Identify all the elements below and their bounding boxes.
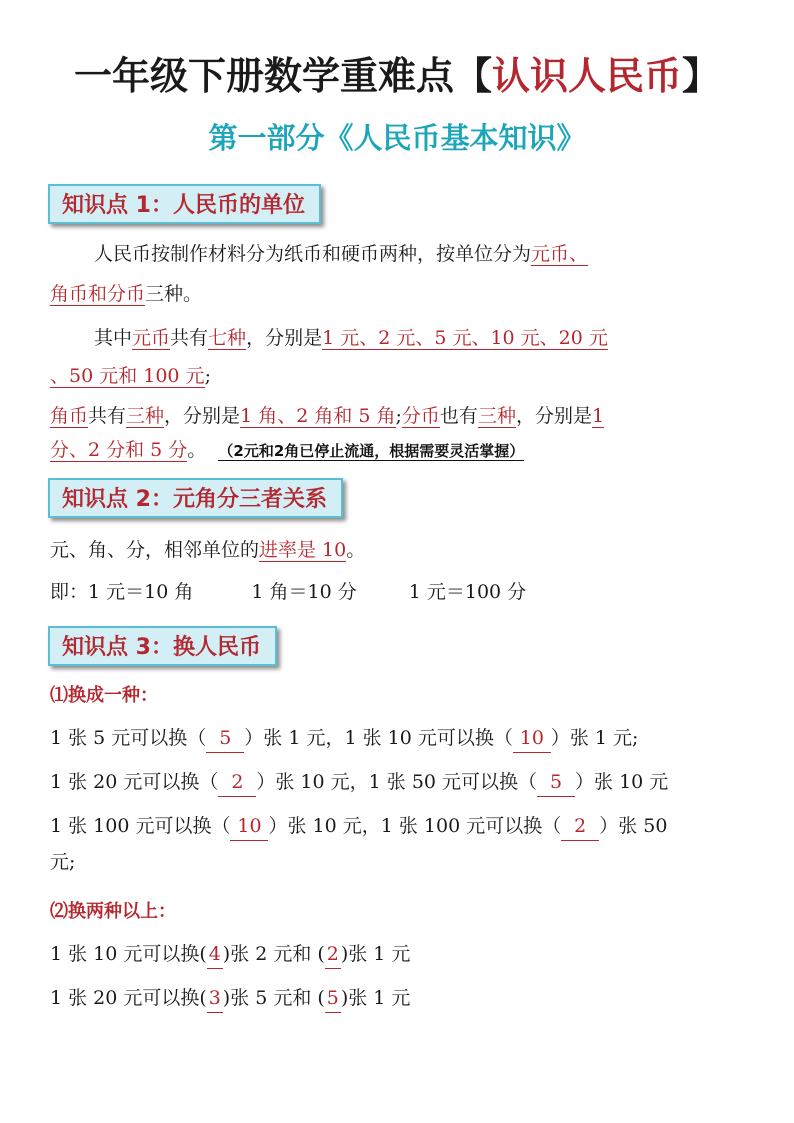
exchange-line-4: [50, 940, 410, 969]
text-run: 1 张 10 元可以换(: [50, 943, 207, 965]
highlight-run: 元币: [132, 327, 171, 349]
answer-blank: 3: [207, 984, 223, 1013]
text-run: ）张 1 元;: [550, 727, 639, 749]
exchange-line-1: [50, 724, 638, 753]
title-highlight: 认识人民币: [491, 54, 682, 98]
highlight-run: 元币、: [531, 243, 589, 265]
text-run: ）张 50: [599, 815, 668, 837]
kp1-paragraph-2-line-1: [94, 324, 608, 352]
relation-yuan-jiao: 1 元＝10 角: [88, 581, 194, 603]
text-run: 共有: [170, 327, 209, 349]
relation-jiao-fen: 1 角＝10 分: [251, 581, 357, 603]
highlight-run: 角币和分币: [50, 283, 146, 305]
text-run: 人民币按制作材料分为纸币和硬币两种，按单位分为: [94, 243, 532, 265]
text-run: 1 张 20 元可以换（: [50, 771, 219, 793]
text-run: ，分别是: [164, 405, 241, 427]
answer-blank: 5: [537, 768, 575, 797]
title-prefix: 一年级下册数学重难点【: [73, 54, 492, 98]
text-run: 。: [346, 539, 366, 561]
relation-yuan-fen: 1 元＝100 分: [408, 581, 527, 603]
exchange-line-3-continued: 元;: [50, 851, 76, 873]
exchange-line-5: [50, 984, 410, 1013]
highlight-run: 1 角、2 角和 5 角: [240, 405, 396, 427]
highlight-run: 、50 元和 100 元: [50, 365, 205, 387]
highlight-run: 三种: [477, 405, 516, 427]
kp2-relations: [50, 578, 526, 606]
answer-blank: 10: [513, 724, 551, 753]
answer-blank: 10: [230, 812, 268, 841]
knowledge-point-1-heading: 知识点 1：人民币的单位: [48, 184, 321, 224]
answer-blank: 2: [561, 812, 599, 841]
title-suffix: 】: [682, 54, 721, 98]
kp1-paragraph-3-line-2: [50, 436, 524, 465]
knowledge-point-2-heading: 知识点 2：元角分三者关系: [48, 478, 343, 518]
answer-blank: 5: [206, 724, 244, 753]
text-run: )张 2 元和 (: [222, 943, 325, 965]
text-run: )张 1 元: [340, 943, 411, 965]
text-run: ）张 1 元，1 张 10 元可以换（: [244, 727, 513, 749]
text-run: ;: [204, 365, 211, 387]
kp1-paragraph-1-line-2: [50, 280, 202, 308]
highlight-run: 角币: [50, 405, 89, 427]
text-run: ，分别是: [246, 327, 323, 349]
text-run: ;: [395, 405, 402, 427]
subheading-exchange-one-kind: ⑴换成一种：: [50, 685, 158, 706]
kp1-paragraph-1-line-1: [94, 240, 588, 268]
highlight-run: 三种: [126, 405, 165, 427]
answer-blank: 5: [325, 984, 341, 1013]
text-run: ，分别是: [515, 405, 592, 427]
text-run: 共有: [88, 405, 127, 427]
kp2-paragraph-1: [50, 536, 365, 564]
highlight-run: 1 元、2 元、5 元、10 元、20 元: [322, 327, 608, 349]
page-title: [0, 52, 794, 100]
text-run: 也有: [439, 405, 478, 427]
text-run: )张 5 元和 (: [222, 987, 325, 1009]
text-run: 即：: [50, 581, 89, 603]
text-run: 其中: [94, 327, 133, 349]
highlight-run: 1: [591, 405, 605, 427]
text-run: ）张 10 元，1 张 100 元可以换（: [268, 815, 562, 837]
text-run: ）张 10 元，1 张 50 元可以换（: [256, 771, 538, 793]
answer-blank: 4: [207, 940, 223, 969]
highlight-run: 进率是 10: [259, 539, 347, 561]
text-run: 1 张 100 元可以换（: [50, 815, 231, 837]
section-subtitle: 第一部分《人民币基本知识》: [208, 121, 586, 155]
knowledge-point-3-heading: 知识点 3：换人民币: [48, 626, 277, 666]
subheading-exchange-multiple-kinds: ⑵换两种以上：: [50, 901, 176, 922]
highlight-run: 七种: [208, 327, 247, 349]
text-run: 1 张 5 元可以换（: [50, 727, 207, 749]
answer-blank: 2: [325, 940, 341, 969]
answer-blank: 2: [218, 768, 256, 797]
text-run: )张 1 元: [340, 987, 411, 1009]
text-run: ）张 10 元: [575, 771, 669, 793]
highlight-run: 分、2 分和 5 分: [50, 439, 188, 461]
kp1-paragraph-3-line-1: [50, 402, 604, 430]
text-run: 元、角、分，相邻单位的: [50, 539, 260, 561]
text-run: 三种。: [145, 283, 203, 305]
circulation-note: （2元和2角已停止流通，根据需要灵活掌握）: [218, 442, 525, 460]
text-run: 1 张 20 元可以换(: [50, 987, 207, 1009]
exchange-line-3: [50, 812, 667, 841]
highlight-run: 分币: [401, 405, 440, 427]
text-run: 。: [187, 439, 207, 461]
kp1-paragraph-2-line-2: [50, 362, 211, 390]
exchange-line-2: [50, 768, 668, 797]
